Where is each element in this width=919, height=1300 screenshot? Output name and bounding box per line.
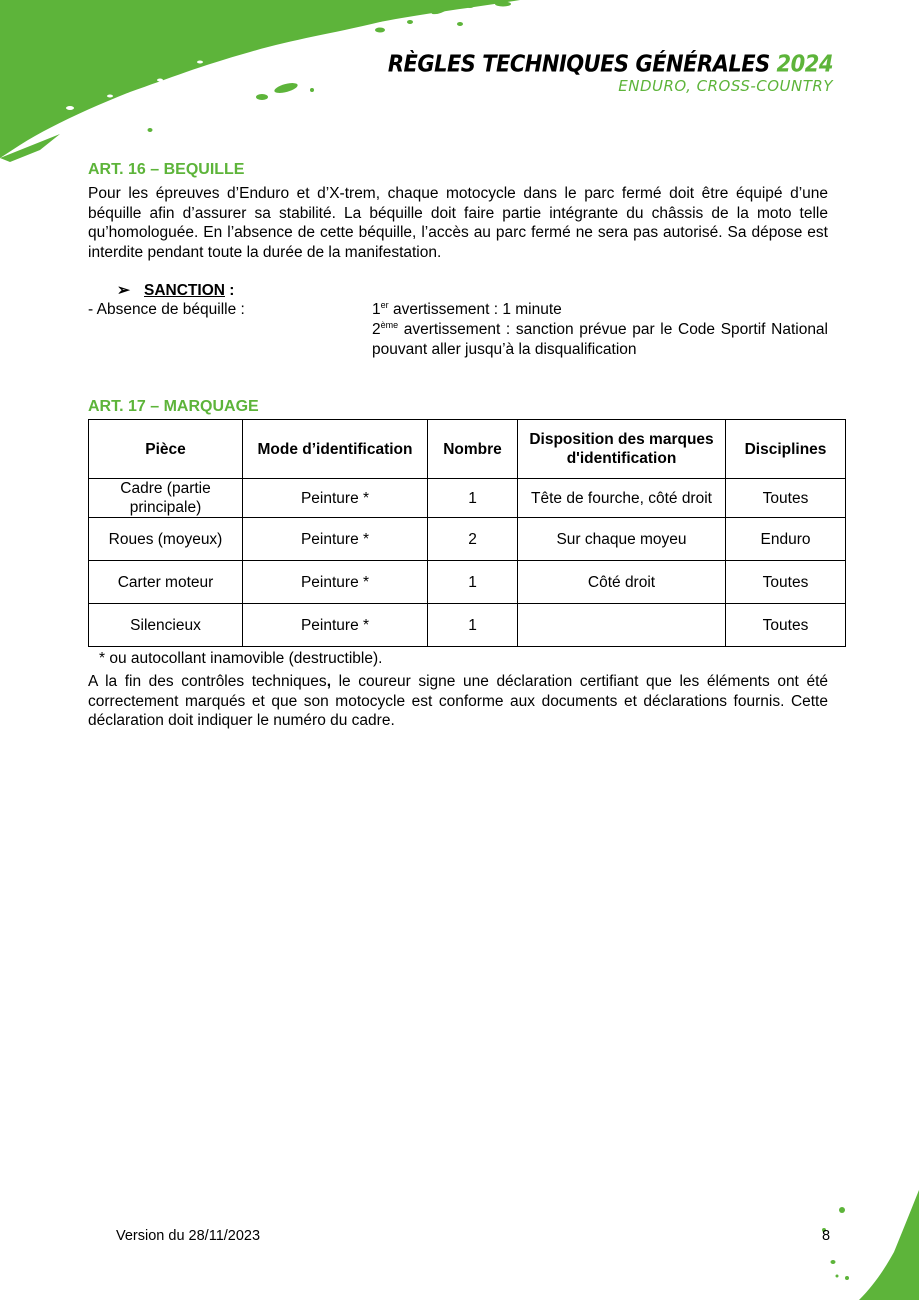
penalty-second-suffix: ème [380,319,399,330]
penalty-second [372,320,828,359]
column-header: Disposition des marques d'identification [518,420,726,479]
table-cell: Silencieux [89,604,243,647]
table-cell: 2 [428,518,518,561]
table-footnote: * ou autocollant inamovible (destructible). [99,650,383,668]
header-title-year: 2024 [776,51,833,77]
table-cell: Peinture * [243,561,428,604]
sanction-heading [88,281,828,300]
sanction-label: SANCTION [144,282,225,300]
table-cell: 1 [428,604,518,647]
table-header-row [89,420,846,479]
table-cell: Tête de fourche, côté droit [518,479,726,518]
final-paragraph-comma: , [326,673,331,691]
marking-table [88,419,846,647]
art17-final-paragraph [88,672,828,731]
table-cell: Peinture * [243,604,428,647]
penalty-first [372,300,828,320]
column-header: Nombre [428,420,518,479]
penalty-second-text: avertissement : sanction prévue par le Code Sportif National pouvant aller jusqu’à la disqualification [372,320,828,358]
column-header: Mode d’identification [243,420,428,479]
document-body [88,160,828,731]
penalty-second-number: 2 [372,320,381,338]
art17-heading: ART. 17 – MARQUAGE [88,398,259,416]
green-splash-decoration-bottom [769,1190,919,1300]
document-header-title [388,51,833,77]
final-paragraph-start: A la fin des contrôles techniques [88,673,327,691]
table-cell [518,604,726,647]
column-header: Disciplines [726,420,846,479]
table-cell: Côté droit [518,561,726,604]
table-cell: Peinture * [243,479,428,518]
arrow-bullet-icon: ➢ [117,282,130,300]
table-row [89,604,846,647]
sanction-infraction: - Absence de béquille : [88,301,245,319]
table-cell: Cadre (partie principale) [89,479,243,518]
sanction-row [88,300,828,359]
table-cell: Toutes [726,561,846,604]
page-number: 8 [822,1228,831,1244]
table-cell: 1 [428,479,518,518]
table-cell: Carter moteur [89,561,243,604]
final-paragraph-end: le coureur signe une déclaration certifiant que les éléments ont été correctement marqués et que son motocycle est conforme aux documents et déclarations fournis. Cette déclaration doit indiquer le numéro du cadre. [88,673,828,730]
table-row [89,561,846,604]
art16-heading: ART. 16 – BEQUILLE [88,161,245,178]
header-title-main: RÈGLES TECHNIQUES GÉNÉRALES [387,51,770,77]
column-header: Pièce [89,420,243,479]
table-row [89,479,846,518]
document-header-subtitle: ENDURO, CROSS-COUNTRY [618,77,833,95]
penalty-first-number: 1 [372,301,381,319]
table-cell: Roues (moyeux) [89,518,243,561]
table-cell: 1 [428,561,518,604]
footer-version: Version du 28/11/2023 [116,1228,261,1244]
table-cell: Peinture * [243,518,428,561]
sanction-penalties [372,300,828,359]
table-row [89,518,846,561]
penalty-first-suffix: er [380,300,389,311]
sanction-colon: : [224,282,235,300]
green-splash-decoration [0,0,560,170]
table-cell: Sur chaque moyeu [518,518,726,561]
art16-body: Pour les épreuves d’Enduro et d’X-trem, chaque motocycle dans le parc fermé doit être équipé d’une béquille afin d’assurer sa stabilité. La béquille doit faire partie intégrante du châssis de la moto telle qu’homologuée. En l’absence de cette béquille, l’accès au parc fermé ne sera pas autorisé. Sa dépose est interdite pendant toute la durée de la manifestation. [88,185,828,261]
table-cell: Enduro [726,518,846,561]
penalty-first-text: avertissement : 1 minute [388,301,562,319]
table-cell: Toutes [726,479,846,518]
table-cell: Toutes [726,604,846,647]
